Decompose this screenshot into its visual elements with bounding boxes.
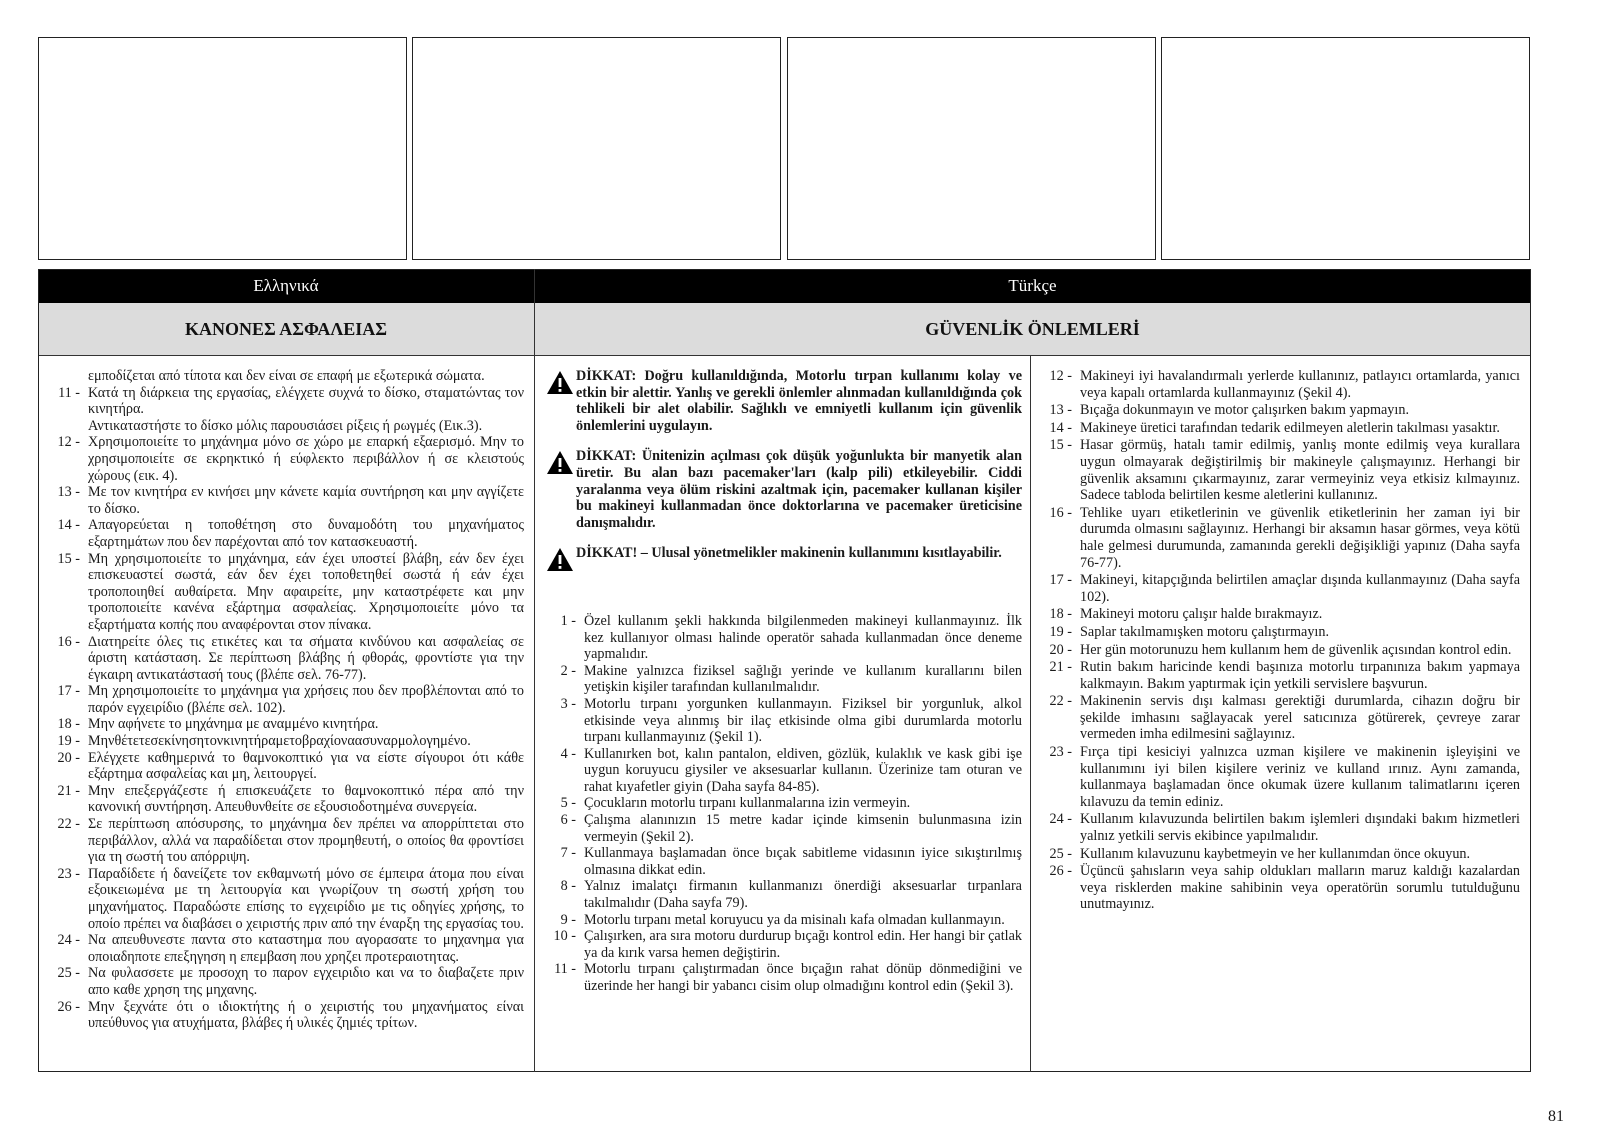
turkish-left-item-number: 11 - — [554, 961, 576, 978]
warning-text: DİKKAT: Ünitenizin açılması çok düşük yoğunlukta bir manyetik alan üretir. Bu alan bazı pacemaker'ları (kalp pili) etkileyebilir. Ciddi yaralanma veya ölüm riskini azaltmak için, pacemaker kullanan kişiler bu makineyi kullanmadan önce doktorlarına ve pacemaker üreticisine danışmalıdır. — [576, 448, 1022, 531]
turkish-left-item-text — [584, 613, 1022, 663]
turkish-right-item — [1038, 744, 1520, 810]
turkish-right-item-text — [1080, 505, 1520, 571]
turkish-left-item — [546, 746, 1022, 796]
turkish-left-item — [546, 812, 1022, 845]
warning-text: DİKKAT! – Ulusal yönetmelikler makinenin kullanımını kısıtlayabilir. — [576, 545, 1002, 562]
turkish-right-item-text — [1080, 420, 1520, 437]
turkish-left-item-text-main: Makine yalnızca fiziksel sağlığı yerinde ve kullanım kurallarını bilen yetişkin kişiler tarafından kullanılmalıdır. — [584, 662, 1022, 696]
turkish-right-item-text-main: Hasar görmüş, hatalı tamir edilmiş, yanlış monte edilmiş veya kurallara uygun olmayarak değiştirilmiş bir makineyle çalışmayınız. Herhangi bir güvenlik aksamını çıkarmayınız, zarar vermeyiniz veya etkisiz kılmayınız. Sadece tabloda belirtilen kesme aletlerini kullanınız. — [1080, 437, 1520, 504]
turkish-right-item-text-main: Saplar takılmamışken motoru çalıştırmayın. — [1080, 623, 1330, 640]
turkish-right-item-text-main: Bıçağa dokunmayın ve motor çalışırken bakım yapmayın. — [1080, 402, 1409, 419]
greek-item-number: 23 - — [57, 865, 80, 882]
warning-triangle-icon — [546, 547, 576, 577]
warning-block — [546, 545, 1022, 577]
turkish-right-item-number: 21 - — [1049, 659, 1072, 676]
greek-item-number: 25 - — [57, 965, 80, 982]
greek-item-text-main: Μην ξεχνάτε ότι ο ιδιοκτήτης ή ο χειριστής του μηχανήματος είναι υπεύθυνος για ατυχήματα, βλάβες ή υλικές ζημιές τρίτων. — [88, 998, 524, 1032]
greek-item — [46, 716, 524, 733]
warning-block — [546, 368, 1022, 434]
turkish-left-item-text-main: Motorlu tırpanı çalıştırmadan önce bıçağın rahat dönüp dönmediğini ve üzerinde her hangi bir yabancı cisim olup olmadığını kontrol edin (Şekil 3). — [584, 961, 1022, 994]
greek-item — [46, 783, 524, 816]
turkish-right-item-text-main: Makinenin servis dışı kalması gerektiği durumlarda, cihazın doğru bir şekilde imhasını sağlayacak yerel satıcınıza götürerek, çevreye zarar vermeden imha edilmesini sağlayınız. — [1080, 693, 1520, 743]
greek-item — [46, 750, 524, 783]
turkish-left-item-text — [584, 663, 1022, 696]
turkish-right-item — [1038, 811, 1520, 844]
greek-item-text — [88, 434, 524, 484]
greek-item-text — [88, 932, 524, 965]
turkish-left-item-text — [584, 812, 1022, 845]
turkish-right-item-text — [1080, 659, 1520, 692]
turkish-right-item-text-main: Makineyi iyi havalandırmalı yerlerde kullanınız, patlayıcı ortamlarda, yanıcı veya kapalı ortamlarda kullanmayınız (Şekil 4). — [1080, 368, 1520, 401]
greek-item — [46, 517, 524, 550]
turkish-left-item — [546, 961, 1022, 994]
turkish-left-item-text-main: Yalnız imalatçı firmanın kullanmanızı önerdiği aksesuarlar tırpanlara takılmalıdır (Daha sayfa 79). — [584, 878, 1022, 912]
turkish-left-item-text-main: Çalışırken, ara sıra motoru durdurup bıçağı kontrol edin. Her hangi bir çatlak ya da kırık varsa hemen değiştirin. — [584, 928, 1022, 961]
turkish-section-title: GÜVENLİK ÖNLEMLERİ — [535, 303, 1530, 356]
greek-item-text — [88, 816, 524, 866]
turkish-left-item-text-main: Özel kullanım şekli hakkında bilgilenmeden makineyi kullanmayınız. İlk kez kullanıyor olması halinde operatör sahada kullanmadan önce deneme yapmalıdır. — [584, 612, 1022, 663]
greek-item-text — [88, 999, 524, 1032]
greek-item-text — [88, 750, 524, 783]
greek-item-text — [88, 517, 524, 550]
column-divider-2 — [1030, 356, 1031, 1072]
turkish-right-item-text — [1080, 606, 1520, 623]
greek-item-text — [88, 733, 524, 750]
turkish-right-item-text — [1080, 863, 1520, 913]
greek-item-number: 14 - — [57, 517, 80, 534]
turkish-right-item — [1038, 572, 1520, 605]
greek-item-text-main: Μη χρησιμοποιείτε το μηχάνημα για χρήσεις που δεν προβλέπονται από το παρόν εγχειρίδιο (βλέπε σελ. 102). — [88, 683, 524, 716]
greek-item-text-main: Μη χρησιμοποιείτε το μηχάνημα, εάν έχει υποστεί βλάβη, εάν δεν έχει επισκευαστεί σωστά, εάν δεν έχει τοποθετηθεί σωστά ή εάν έχει τροποποιηθεί αυθαίρετα. Μην αφαιρείτε, μην καταστρέφετε και μην τροποποιείτε κανένα εξάρτημα ασφαλείας. Χρησιμοποιείτε μόνο τα εξαρτήματα κοπής που αναφέρονται στον πίνακα. — [88, 550, 524, 633]
turkish-right-item-text — [1080, 368, 1520, 401]
turkish-right-item-text — [1080, 642, 1520, 659]
greek-item-number: 12 - — [57, 434, 80, 451]
turkish-left-item-text — [584, 746, 1022, 796]
turkish-left-item — [546, 663, 1022, 696]
greek-item — [46, 551, 524, 634]
greek-item-text — [88, 385, 524, 435]
turkish-left-item — [546, 696, 1022, 746]
greek-item-text — [88, 683, 524, 716]
turkish-right-item-number: 16 - — [1049, 504, 1072, 521]
turkish-right-item — [1038, 606, 1520, 623]
turkish-left-item-text-main: Motorlu tırpanı metal koruyucu ya da misinalı kafa olmadan kullanmayın. — [584, 911, 1005, 928]
turkish-right-item-text-main: Üçüncü şahısların veya sahip oldukları malların maruz kaldığı kazalardan veya risklerden makine sahibinin veya operatörün sorumlu tutulduğunu unutmayınız. — [1080, 863, 1520, 913]
greek-item — [46, 683, 524, 716]
greek-item-text-main: Με τον κινητήρα εν κινήσει μην κάνετε καμία συντήρηση και μην αγγίζετε το δίσκο. — [88, 484, 524, 517]
page-number: 81 — [1548, 1108, 1564, 1125]
turkish-left-item-number: 9 - — [560, 911, 576, 928]
greek-item-number: 19 - — [57, 733, 80, 750]
turkish-right-item — [1038, 437, 1520, 503]
turkish-left-item-text — [584, 961, 1022, 994]
turkish-right-item-text — [1080, 572, 1520, 605]
greek-item — [46, 634, 524, 684]
turkish-left-column — [546, 368, 1022, 995]
turkish-left-item-number: 3 - — [560, 695, 576, 712]
turkish-left-item — [546, 613, 1022, 663]
turkish-right-item-number: 18 - — [1049, 606, 1072, 623]
turkish-left-item — [546, 845, 1022, 878]
turkish-left-item-number: 1 - — [560, 612, 576, 629]
turkish-left-item-text — [584, 795, 1022, 812]
turkish-right-item-number: 15 - — [1049, 437, 1072, 454]
turkish-right-item — [1038, 642, 1520, 659]
turkish-left-item-text-main: Kullanmaya başlamadan önce bıçak sabitleme vidasının iyice sıkıştırılmış olmasına dikkat edin. — [584, 845, 1022, 878]
turkish-left-item-number: 7 - — [560, 845, 576, 862]
illustration-box-3 — [787, 37, 1156, 260]
turkish-left-item — [546, 795, 1022, 812]
greek-item — [46, 999, 524, 1032]
greek-item-number: 22 - — [57, 816, 80, 833]
turkish-right-item-text — [1080, 693, 1520, 743]
turkish-right-item-text — [1080, 402, 1520, 419]
turkish-left-item-number: 2 - — [560, 662, 576, 679]
turkish-right-item-number: 23 - — [1049, 744, 1072, 761]
greek-item-number: 13 - — [57, 484, 80, 501]
turkish-right-item — [1038, 420, 1520, 437]
greek-item-text — [88, 484, 524, 517]
turkish-right-item-text-main: Kullanım kılavuzunu kaybetmeyin ve her kullanımdan önce okuyun. — [1080, 845, 1471, 862]
greek-item — [46, 434, 524, 484]
turkish-right-item-number: 12 - — [1049, 368, 1072, 384]
turkish-right-item — [1038, 659, 1520, 692]
turkish-left-item-text — [584, 696, 1022, 746]
greek-item-text — [88, 783, 524, 816]
warning-text: DİKKAT: Doğru kullanıldığında, Motorlu tırpan kullanımı kolay ve etkin bir alettir. Yanlış ve gerekli önlemler alınmadan kullanıldığında çok tehlikeli bir alet olabilir. Sağlıklı ve emniyetli kullanım için güvenlik önlemlerini uygulayın. — [576, 368, 1022, 434]
greek-intro — [46, 368, 524, 385]
greek-item-text-main: Σε περίπτωση απόσυρσης, το μηχάνημα δεν πρέπει να απορρίπτεται στο περιβάλλον, αλλά να παραδίδεται στον προμηθευτή, ο οποίος θα φροντίσει για τη σωστή του απόρριψη. — [88, 816, 524, 866]
turkish-right-item-number: 20 - — [1049, 641, 1072, 658]
greek-item-text — [88, 634, 524, 684]
turkish-right-item-number: 14 - — [1049, 419, 1072, 436]
greek-item-number: 20 - — [57, 749, 80, 766]
turkish-left-item-text — [584, 878, 1022, 911]
greek-item-text-main: Παραδίδετε ή δανείζετε τον εκθαμνωτή μόνο σε έμπειρα άτομα που είναι εξοικειωμένα με τη λειτουργία και γνωρίζουν τη σωστή χρήση του μηχανήματος. Παραδώστε επίσης το εγχειρίδιο με τις οδηγίες χρήσης, το οποίο πρέπει να διαβάσει ο χειριστής πριν από την έναρξη της εργασίας του. — [88, 865, 524, 932]
greek-item-text-main: Ελέγχετε καθημερινά το θαμνοκοπτικό για να είστε σίγουροι ότι κάθε εξάρτημα ασφαλείας και μη, λειτουργεί. — [88, 749, 524, 783]
greek-item-text-main: Μην αφήνετε το μηχάνημα με αναμμένο κινητήρα. — [88, 716, 379, 733]
illustration-box-2 — [412, 37, 781, 260]
turkish-left-item-number: 5 - — [560, 795, 576, 812]
greek-item-text-main: Διατηρείτε όλες τις ετικέτες και τα σήματα κινδύνου και ασφαλείας σε άριστη κατάσταση. Σε περίπτωση βλάβης ή φθοράς, φροντίστε για την έγκαιρη αντικατάστασή τους (βλέπε σελ. 76-77). — [88, 633, 524, 683]
greek-item-text — [88, 716, 524, 733]
turkish-right-item-text-main: Kullanım kılavuzunda belirtilen bakım işlemleri dışındaki bakım hizmetleri yalnız yetkili servis ekibince yapılmalıdır. — [1080, 811, 1520, 845]
greek-item — [46, 733, 524, 750]
turkish-left-item-text-main: Çocukların motorlu tırpanı kullanmalarına izin vermeyin. — [584, 795, 911, 812]
turkish-right-item-number: 24 - — [1049, 811, 1072, 828]
turkish-right-item — [1038, 402, 1520, 419]
greek-item-text-main: Μηνθέτετεσεκίνησητονκινητήραμετοβραχίοναασυναρμολογημένο. — [88, 733, 471, 750]
turkish-right-item-text-main: Fırça tipi kesiciyi yalnızca uzman kişilere ve makinenin işleyişini ve kullanımını iyi bilen kişilere veriniz ve kulland ırınız. Aynı zamanda, kullanmaya başlamadan önce okumak üzere kullanım talimatlarını içeren kılavuzu da temin ediniz. — [1080, 744, 1520, 810]
turkish-left-item-text-main: Çalışma alanınızın 15 metre kadar içinde kimsenin bulunmasına izin vermeyin (Şekil 2). — [584, 812, 1022, 845]
turkish-left-item-number: 8 - — [560, 878, 576, 895]
turkish-right-item-number: 17 - — [1049, 572, 1072, 589]
turkish-right-item-number: 19 - — [1049, 623, 1072, 640]
greek-item-number: 11 - — [58, 384, 80, 401]
turkish-right-item-number: 22 - — [1049, 693, 1072, 710]
turkish-left-item — [546, 878, 1022, 911]
greek-item-number: 15 - — [57, 550, 80, 567]
turkish-left-item-number: 4 - — [560, 745, 576, 762]
turkish-right-item-text-main: Her gün motorunuzu hem kullanım hem de güvenlik açısından kontrol edin. — [1080, 641, 1512, 658]
turkish-right-item — [1038, 368, 1520, 401]
greek-item-text-main: Να απευθυνεστε παντα στο καταστημα που αγορασατε το μηχανημα για οποιαδηποτε επεξηγηση η επεμβαση που χρηζει προτεραιοτητας. — [88, 932, 524, 965]
turkish-left-item — [546, 912, 1022, 929]
greek-item-number: 18 - — [57, 716, 80, 733]
greek-item-text-extra: Αντικαταστήστε το δίσκο μόλις παρουσιάσει ρίξεις ή ρωγμές (Εικ.3). — [88, 417, 483, 434]
greek-item-text-main: Κατά τη διάρκεια της εργασίας, ελέγχετε συχνά το δίσκο, σταματώντας τον κινητήρα. — [88, 384, 524, 418]
turkish-right-item-text-main: Makineye üretici tarafından tedarik edilmeyen aletlerin takılması yasaktır. — [1080, 419, 1500, 436]
warning-triangle-icon — [546, 370, 576, 400]
greek-item — [46, 866, 524, 932]
greek-item-text-main: Χρησιμοποιείτε το μηχάνημα μόνο σε χώρο με επαρκή εξαερισμό. Μην το χρησιμοποιείτε σε εκρηκτικό ή εύφλεκτο περιβάλλον ή σε κλειστούς χώρους (εικ. 4). — [88, 434, 524, 484]
turkish-right-item — [1038, 846, 1520, 863]
turkish-right-item — [1038, 624, 1520, 641]
greek-column — [46, 368, 524, 1032]
greek-item — [46, 385, 524, 435]
greek-item — [46, 816, 524, 866]
turkish-left-item-text-main: Kullanırken bot, kalın pantalon, eldiven, gözlük, kulaklık ve kask gibi işe uygun koruyucu giysiler ve aksesuarlar kullanın. Üzerinize tam oturan ve rahat kıyafetler giyin (Daha sayfa 84-85). — [584, 745, 1022, 795]
illustration-box-1 — [38, 37, 407, 260]
warning-triangle-icon — [546, 450, 576, 480]
turkish-left-item — [546, 928, 1022, 961]
turkish-left-item-text — [584, 928, 1022, 961]
turkish-language-header: Türkçe — [535, 269, 1530, 303]
turkish-right-item — [1038, 693, 1520, 743]
turkish-right-item-text-main: Makineyi motoru çalışır halde bırakmayız. — [1080, 606, 1323, 623]
greek-item-text-main: Να φυλασσετε με προσοχη το παρον εγχειριδιο και να το διαβαζετε πριν απο καθε χρηση της μηχανης. — [88, 965, 524, 998]
greek-intro-text: εμποδίζεται από τίποτα και δεν είναι σε επαφή με εξωτερικά σώματα. — [88, 368, 485, 384]
turkish-right-item-number: 26 - — [1049, 863, 1072, 880]
turkish-right-item-text — [1080, 846, 1520, 863]
turkish-left-item-text-main: Motorlu tırpanı yorgunken kullanmayın. Fiziksel bir yorgunluk, alkol etkisinde veya alınmış bir ilaç etkisinde olma gibi durumlarda motorlu tırpanı kullanmayınız (Şekil 1). — [584, 695, 1022, 746]
warning-block — [546, 448, 1022, 531]
greek-item-text — [88, 965, 524, 998]
greek-item — [46, 932, 524, 965]
illustration-box-4 — [1161, 37, 1530, 260]
turkish-right-item-text — [1080, 744, 1520, 810]
turkish-right-item-text — [1080, 811, 1520, 844]
greek-item-number: 26 - — [57, 998, 80, 1015]
turkish-left-item-text — [584, 845, 1022, 878]
greek-item-number: 16 - — [57, 633, 80, 650]
greek-item-number: 24 - — [57, 932, 80, 949]
greek-language-header: Ελληνικά — [38, 269, 534, 303]
turkish-right-item-text — [1080, 437, 1520, 503]
turkish-right-item-text — [1080, 624, 1520, 641]
greek-item-text-main: Μην επεξεργάζεστε ή επισκευάζετε το θαμνοκοπτικό πέρα από την κανονική συντήρηση. Απευθυνθείτε σε εξουσιοδοτημένα συνεργεία. — [88, 782, 524, 816]
greek-item — [46, 484, 524, 517]
turkish-right-item — [1038, 863, 1520, 913]
turkish-right-item-text-main: Tehlike uyarı etiketlerinin ve güvenlik etiketlerinin her zaman iyi bir durumda olmasını sağlayınız. Herhangi bir aksamın hasar görmes, veya kötü hale gelmesi durumunda, zamanında gerekli değişikliği yapınız (Daha sayfa 76-77). — [1080, 504, 1520, 571]
turkish-right-item-text-main: Rutin bakım haricinde kendi başınıza motorlu tırpanınıza bakım yapmaya kalkmayın. Bakım yaptırmak için yetkili servislere başvurun. — [1080, 659, 1520, 692]
greek-item-text-main: Απαγορεύεται η τοποθέτηση στο δυναμοδότη του μηχανήματος εξαρτημάτων που δεν παρέχονται από τον κατασκευαστή. — [88, 517, 524, 550]
turkish-right-item-number: 25 - — [1049, 845, 1072, 862]
greek-item — [46, 965, 524, 998]
turkish-right-item — [1038, 505, 1520, 571]
turkish-right-item-text-main: Makineyi, kitapçığında belirtilen amaçlar dışında kullanmayınız (Daha sayfa 102). — [1080, 572, 1520, 605]
greek-item-text — [88, 551, 524, 634]
greek-section-title: ΚΑΝΟΝΕΣ ΑΣΦΑΛΕΙΑΣ — [38, 303, 534, 356]
turkish-left-item-text — [584, 912, 1022, 929]
turkish-left-item-number: 10 - — [553, 928, 576, 945]
column-divider-1 — [534, 269, 535, 1072]
greek-item-number: 21 - — [57, 782, 80, 799]
turkish-right-column — [1038, 368, 1520, 914]
greek-item-text — [88, 866, 524, 932]
turkish-right-item-number: 13 - — [1049, 402, 1072, 419]
greek-item-number: 17 - — [57, 683, 80, 700]
turkish-left-item-number: 6 - — [560, 812, 576, 829]
